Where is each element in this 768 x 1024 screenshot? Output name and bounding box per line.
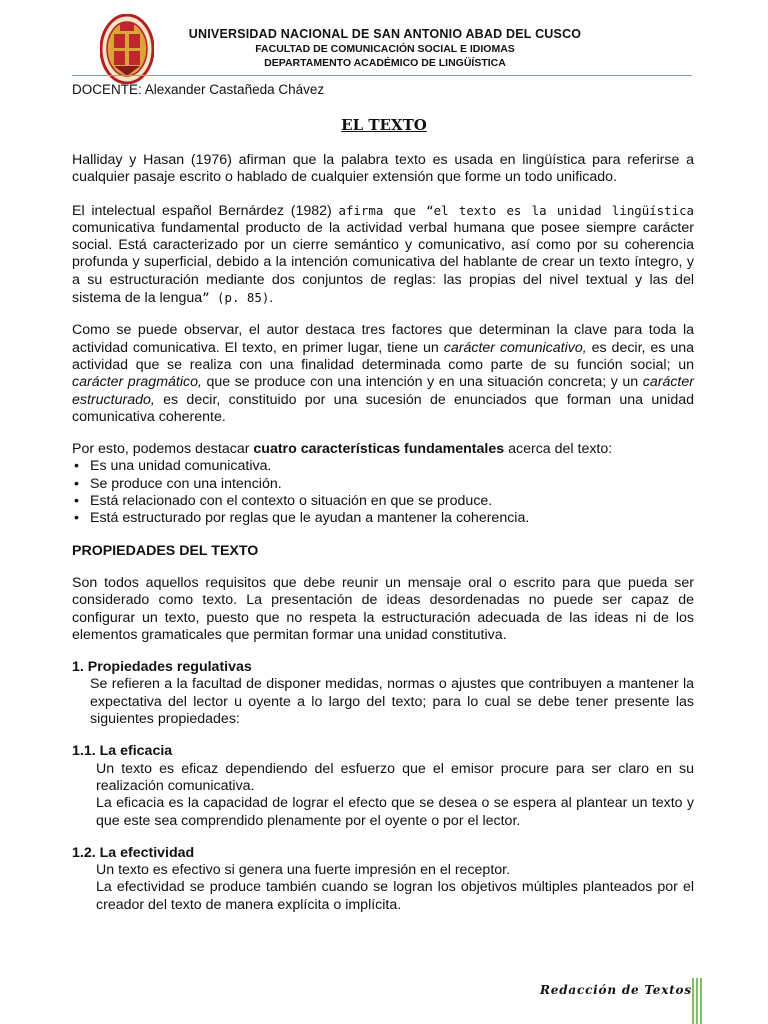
text-segment: Como se puede observar, el autor destaca tres factores que determinan la clave para toda la actividad comunicativa. El texto, en primer lugar, tiene un (72, 322, 694, 356)
footer-course-name: Redacción de Textos (540, 983, 692, 997)
subsection-text: La eficacia es la capacidad de lograr el efecto que se desea o se espera al plantear un texto y que este sea comprendido plenamente por el oyente o por el lector. (96, 795, 694, 829)
page-title: EL TEXTO (341, 116, 427, 134)
header-divider (72, 75, 692, 76)
quote-segment: afirma que “el texto es la unidad lingüística (338, 202, 694, 218)
subsection-heading: 1. Propiedades regulativas (72, 659, 252, 676)
text-segment: acerca del texto: (504, 441, 613, 458)
paragraph-factores (72, 322, 694, 426)
text-segment: Por esto, podemos destacar (72, 441, 254, 458)
subsection-text: Se refieren a la facultad de disponer medidas, normas o ajustes que contribuyen a mantener la expectativa del lector u oyente a lo largo del texto; para lo cual se debe tener presente las siguientes propiedades: (90, 676, 694, 728)
list-item: • Está estructurado por reglas que le ayudan a mantener la coherencia. (72, 510, 694, 527)
text-segment: es decir, constituido por una sucesión de enunciados que forman una unidad comunicativa coherente. (72, 391, 694, 425)
university-name: UNIVERSIDAD NACIONAL DE SAN ANTONIO ABAD DEL CUSCO (188, 27, 582, 41)
docente-line: DOCENTE: Alexander Castañeda Chávez (72, 82, 325, 97)
document-body (72, 152, 694, 929)
text-segment: El intelectual español Bernárdez (1982) (72, 202, 339, 219)
text-segment: que se produce con una intención y en una situación concreta; y un (201, 374, 643, 391)
text-segment: comunicativa fundamental producto de la actividad verbal humana que posee siempre carácter social. Está caracterizado por un cierre semántico y comunicativo, así como por su coherencia profunda y superficial, debido a la intención comunicativa del hablante de crear un texto íntegro, y a su estructuración mediante dos conjuntos de reglas: las propias del nivel textual y las del sistema de la lengua (72, 219, 694, 307)
section-heading: PROPIEDADES DEL TEXTO (72, 542, 259, 559)
citation-segment: ” (p. 85) (202, 290, 270, 306)
university-seal-icon (100, 14, 154, 84)
subsection-efectividad (72, 845, 694, 914)
list-item: • Es una unidad comunicativa. (72, 458, 694, 475)
emphasis-pragmatico: carácter pragmático, (72, 374, 202, 391)
bold-segment: cuatro características fundamentales (253, 441, 505, 458)
emphasis-estructurado: carácter estructurado, (72, 374, 694, 408)
paragraph-bernardez (72, 202, 694, 308)
department-name: DEPARTAMENTO ACADÉMICO DE LINGÜÍSTICA (264, 57, 506, 69)
emphasis-comunicativo: carácter comunicativo, (443, 339, 587, 356)
paragraph-caracteristicas (72, 441, 694, 458)
list-item: • Está relacionado con el contexto o situación en que se produce. (72, 493, 694, 510)
paragraph-halliday: Halliday y Hasan (1976) afirman que la palabra texto es usada en lingüística para referirse a cualquier pasaje escrito o hablado de cualquier extensión que forme un todo unificado. (72, 152, 694, 186)
faculty-name: FACULTAD DE COMUNICACIÓN SOCIAL E IDIOMAS (255, 43, 515, 55)
characteristics-list (72, 458, 694, 527)
footer-decoration (692, 978, 706, 1024)
list-item: • Se produce con una intención. (72, 476, 694, 493)
subsection-heading: 1.1. La eficacia (72, 743, 173, 760)
subsection-text: Un texto es efectivo si genera una fuerte impresión en el receptor. (96, 862, 511, 879)
subsection-text: La efectividad se produce también cuando se logran los objetivos múltiples planteados por el creador del texto de manera explícita o implícita. (96, 879, 694, 913)
text-segment: es decir, es una actividad que se realiza con una finalidad determinada como parte de su función social; un (72, 339, 694, 373)
subsection-regulativas (72, 659, 694, 728)
subsection-text: Un texto es eficaz dependiendo del esfuerzo que el emisor procure para ser claro en su realización comunicativa. (96, 760, 694, 794)
subsection-eficacia (72, 743, 694, 829)
paragraph-requisitos: Son todos aquellos requisitos que debe reunir un mensaje oral o escrito para que pueda ser considerado como texto. La presentación de ideas desordenadas no puede ser capaz de configurar un texto, puesto que no respeta la estructuración adecuada de las ideas ni de los elementos gramaticales que permitan formar una unidad constitutiva. (72, 574, 694, 643)
text-segment: . (269, 290, 274, 307)
subsection-heading: 1.2. La efectividad (72, 844, 195, 861)
